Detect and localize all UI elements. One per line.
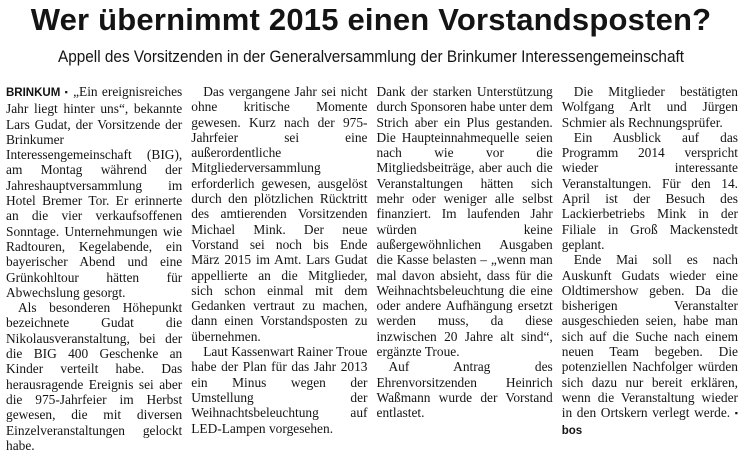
- headline: Wer übernimmt 2015 einen Vorstandsposten?: [30, 2, 712, 37]
- dateline: BRINKUM: [6, 87, 61, 99]
- column-3: [377, 84, 553, 434]
- paragraph: Die Mitglieder bestätigten Wolfgang Arlt und Jürgen Schmier als Rechnungsprüfer.: [561, 84, 738, 130]
- paragraph: Laut Kassenwart Rainer Troue habe der Plan für das Jahr 2013 ein Minus wegen der Umstellung der Weihnachtsbeleuchtung auf LED-Lampen vorgesehen.: [191, 344, 368, 436]
- paragraph: [562, 252, 738, 439]
- column-1: [6, 84, 183, 453]
- dateline-separator: ▪: [64, 87, 69, 97]
- author-signature: bos: [561, 424, 583, 437]
- paragraph-text: Ende Mai soll es nach Auskunft Gudats wieder eine Oldtimershow geben. Da die bisherigen Veranstalter ausgeschieden seien, habe man sich auf die Suche nach einem neuen Team begeben. Die potenziellen Nachfolger würden sich dazu nur bereit erklären, wenn die Veranstaltung wieder in den Ortskern verlegt werde.: [561, 252, 738, 421]
- paragraph: [6, 84, 182, 300]
- paragraph-text: „Ein ereignisreiches Jahr liegt hinter uns“, bekannte Lars Gudat, der Vorsitzende der Brinkumer Interessengemeinschaft (BIG), am Montag während der Jahreshauptversammlung im Hotel Bremer Tor. Er erinnerte an die vier verkaufsoffenen Sonntage. Unternehmungen wie Radtouren, Kegelabende, ein bayerischer Abend und eine Grünkohltour hätten für Abwechslung gesorgt.: [6, 84, 183, 300]
- paragraph: Ein Ausblick auf das Programm 2014 verspricht wieder interessante Veranstaltungen. Für den 14. April ist der Besuch des Lackierbetriebs Mink in der Filiale in Groß Mackenstedt geplant.: [561, 129, 738, 252]
- column-4: [561, 84, 738, 437]
- column-2: [191, 84, 367, 434]
- paragraph: Dank der starken Unterstützung durch Sponsoren habe unter dem Strich aber ein Plus gestanden. Die Haupteinnahmequelle seien nach wie vor die Mitgliedsbeiträge, aber auch die Veranstaltungen hätten sich mehr oder weniger alle selbst finanziert. Im laufenden Jahr würden keine außergewöhnlichen Ausgaben die Kasse belasten – „wenn man mal davon absieht, dass für die Weihnachtsbeleuchtung die eine oder andere Aufhängung ersetzt werden muss, da diese inzwischen 20 Jahre alt sind“, ergänzte Troue.: [376, 84, 553, 360]
- paragraph: Das vergangene Jahr sei nicht ohne kritische Momente gewesen. Kurz nach der 975-Jahrfeier sei eine außerordentliche Mitgliederversammlung erforderlich gewesen, ausgelöst durch den plötzlichen Rücktritt des amtierenden Vorsitzenden Michael Mink. Der neue Vorstand sei noch bis Ende März 2015 im Amt. Lars Gudat appellierte an die Mitglieder, sich schon einmal mit dem Gedanken vertraut zu machen, dann einen Vorstandsposten zu übernehmen.: [191, 84, 368, 344]
- paragraph: Als besonderen Höhepunkt bezeichnete Gudat die Nikolausveranstaltung, bei der die BIG 400 Geschenke an Kinder verteilt habe. Das herausragende Ereignis sei aber die 975-Jahrfeier im Herbst gewesen, die mit diversen Einzelveranstaltungen gelockt habe.: [6, 300, 183, 453]
- subheadline: Appell des Vorsitzenden in der Generalversammlung der Brinkumer Interessengemeinschaft: [57, 48, 685, 66]
- paragraph: Auf Antrag des Ehrenvorsitzenden Heinrich Waßmann wurde der Vorstand entlastet.: [376, 359, 553, 421]
- article-body: [6, 84, 738, 453]
- author-separator: ▪: [734, 408, 738, 419]
